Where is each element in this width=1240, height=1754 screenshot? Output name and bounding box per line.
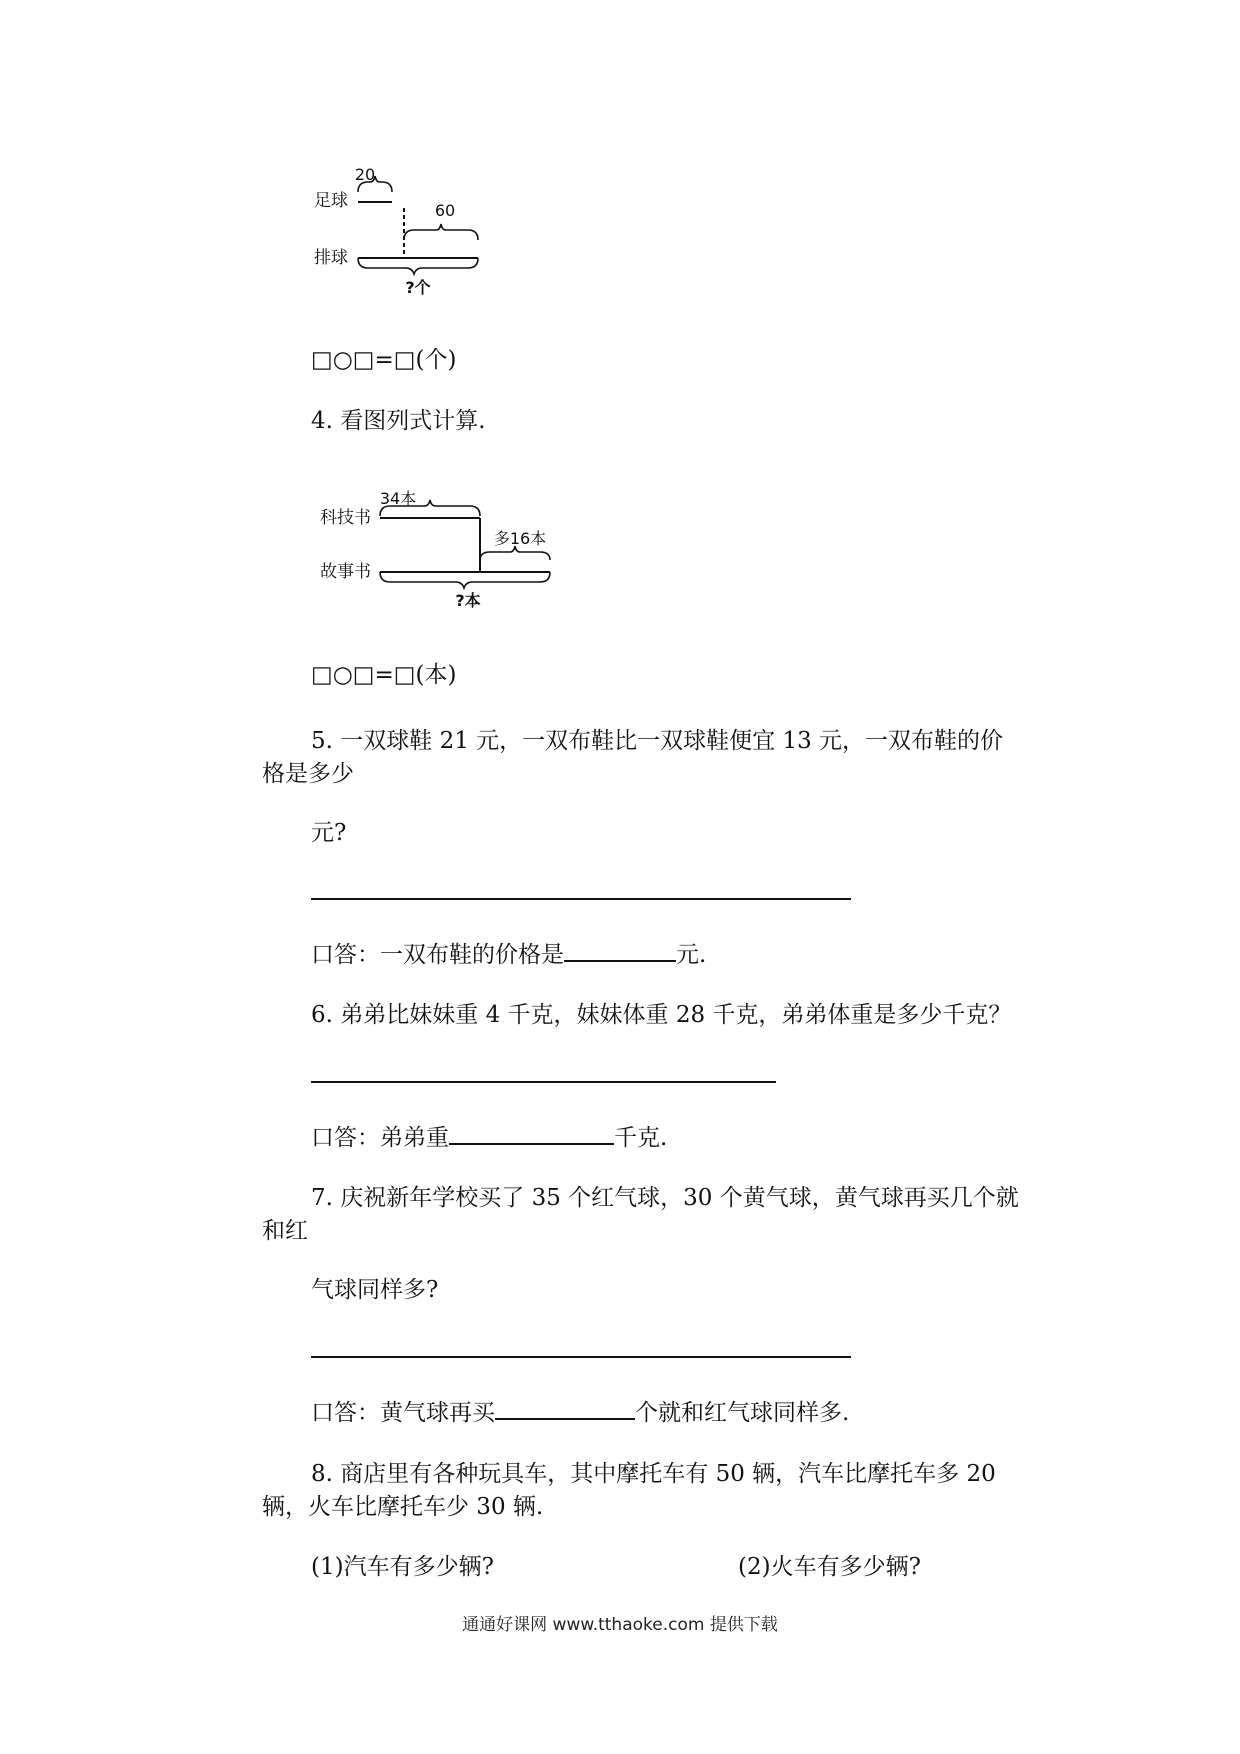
answer-6-blank[interactable] <box>449 1121 614 1145</box>
line-segment-diagram-books <box>318 486 568 616</box>
question-5-line2: 格是多少 <box>262 761 354 787</box>
answer-6-suffix: 千克. <box>614 1125 668 1151</box>
brace-part2 <box>404 224 478 240</box>
question-7-line2: 和红 <box>262 1218 308 1244</box>
answer-5-blank[interactable] <box>564 938 676 962</box>
question-5-line3: 元? <box>311 820 347 846</box>
brace-total <box>380 572 550 588</box>
label-total: ?本 <box>455 591 481 610</box>
question-8-line2: 辆，火车比摩托车少 30 辆. <box>262 1494 544 1520</box>
answer-5-suffix: 元. <box>676 942 707 968</box>
answer-line-7[interactable] <box>311 1356 851 1358</box>
question-7-line1: 7. 庆祝新年学校买了 35 个红气球，30 个黄气球，黄气球再买几个就 <box>311 1185 1019 1211</box>
answer-7 <box>311 1396 849 1428</box>
answer-line-5[interactable] <box>311 898 851 900</box>
answer-7-suffix: 个就和红气球同样多. <box>635 1400 850 1426</box>
label-total: ?个 <box>405 278 431 297</box>
equation-1: □○□=□(个) <box>311 347 457 373</box>
question-8-sub2: (2)火车有多少辆? <box>738 1554 921 1580</box>
answer-7-blank[interactable] <box>495 1396 635 1420</box>
equation-2: □○□=□(本) <box>311 662 457 688</box>
label-row1: 科技书 <box>320 508 371 528</box>
question-4: 4. 看图列式计算. <box>311 408 486 434</box>
question-8-line1: 8. 商店里有各种玩具车，其中摩托车有 50 辆，汽车比摩托车多 20 <box>311 1461 996 1487</box>
label-part1: 34本 <box>379 489 417 508</box>
answer-7-prefix: 口答：黄气球再买 <box>311 1400 495 1426</box>
question-5-line1: 5. 一双球鞋 21 元，一双布鞋比一双球鞋便宜 13 元，一双布鞋的价 <box>311 728 1004 754</box>
answer-5 <box>311 938 706 970</box>
brace-part2 <box>480 546 550 560</box>
page-footer: 通通好课网 www.tthaoke.com 提供下载 <box>462 1615 778 1635</box>
label-part1: 20 <box>354 165 376 184</box>
brace-total <box>358 258 478 274</box>
question-7-line3: 气球同样多? <box>311 1277 439 1303</box>
question-6-line1: 6. 弟弟比妹妹重 4 千克，妹妹体重 28 千克，弟弟体重是多少千克？ <box>311 1002 1012 1028</box>
answer-6-prefix: 口答：弟弟重 <box>311 1125 449 1151</box>
answer-line-6[interactable] <box>311 1081 776 1083</box>
label-row2: 故事书 <box>320 562 371 582</box>
question-8-sub1: (1)汽车有多少辆? <box>311 1554 494 1580</box>
answer-6 <box>311 1121 667 1153</box>
label-row2: 排球 <box>314 248 348 268</box>
line-segment-diagram-balls <box>310 160 510 300</box>
label-part2: 60 <box>434 201 456 220</box>
label-part2: 多16本 <box>493 529 547 548</box>
label-row1: 足球 <box>314 191 348 211</box>
answer-5-prefix: 口答：一双布鞋的价格是 <box>311 942 564 968</box>
